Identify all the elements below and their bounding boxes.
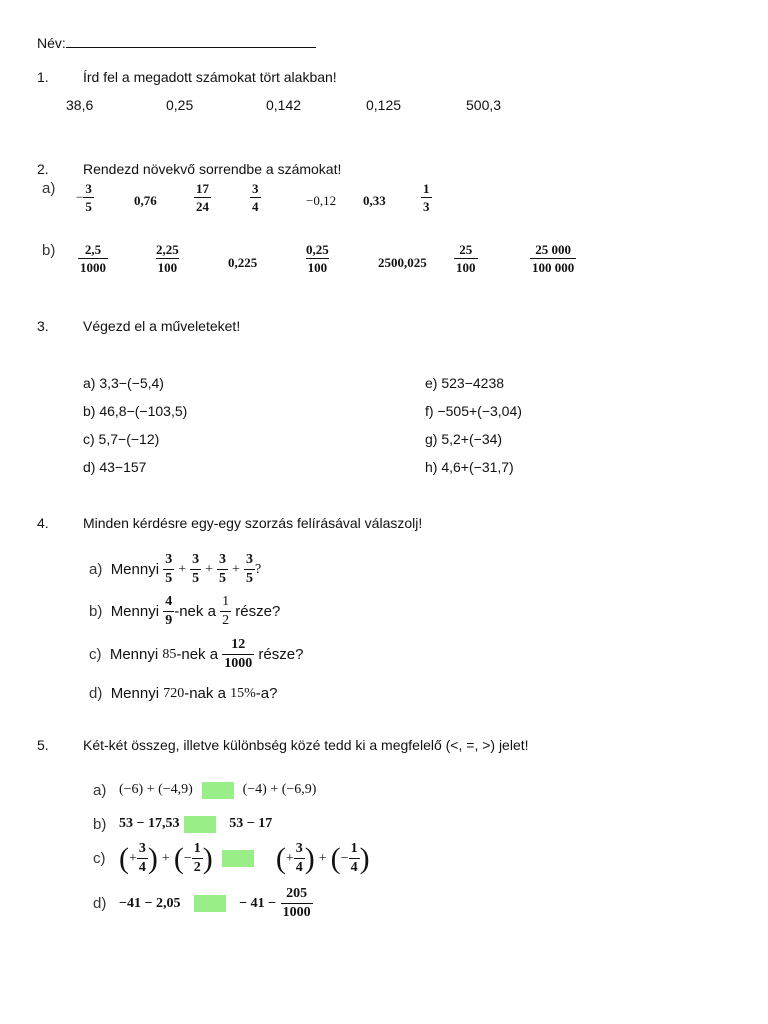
answer-box[interactable]: [222, 850, 254, 867]
q1-value: 0,125: [366, 97, 402, 113]
q2-a-frac1: − $\frac{3}{5}$: [76, 181, 92, 214]
q2-a-value: 0,33: [363, 193, 386, 208]
q4-b-label: b): [89, 603, 103, 620]
q3-task: g) 5,2+(−34): [425, 431, 503, 447]
q1-value: 0,25: [166, 97, 194, 113]
q4-number: 4.: [37, 515, 49, 531]
q1-text: Írd fel a megadott számokat tört alakban!: [83, 69, 337, 85]
q3-number: 3.: [37, 318, 49, 334]
q5-d: d) −41 − 2,05 − 41 − $\frac{205}{1000}$: [93, 886, 311, 920]
q4-mennyi: Mennyi: [110, 603, 160, 620]
q2-b-value: 2500,025: [378, 255, 427, 270]
q2-a-value: 0,76: [134, 193, 157, 208]
q3-task: b) 46,8−(−103,5): [83, 403, 188, 419]
q4-text: Minden kérdésre egy-egy szorzás felírásával válaszolj!: [83, 515, 423, 531]
q4-mennyi: Mennyi: [110, 685, 160, 702]
q2-a-frac4: $\frac{3}{4}$: [252, 181, 259, 214]
q2-b-value: 0,225: [228, 255, 258, 270]
q3-task: h) 4,6+(−31,7): [425, 459, 514, 475]
q4-b: b) Mennyi $\frac{4}{9}$ -nek a $\frac{1}{2}$ része?: [89, 594, 281, 628]
answer-box[interactable]: [184, 816, 216, 833]
q3-task: c) 5,7−(−12): [83, 431, 160, 447]
q4-d-label: d): [89, 685, 103, 702]
q5-number: 5.: [37, 737, 49, 753]
q4-mennyi: Mennyi: [110, 561, 160, 578]
q2-b-frac7: $\frac{25 000}{100 000}$: [532, 242, 575, 275]
q5-b-label: b): [93, 815, 107, 833]
q2-a-frac7: $\frac{1}{3}$: [423, 181, 430, 214]
q2-a-frac3: $\frac{17}{24}$: [196, 181, 209, 214]
q4-a-label: a): [89, 561, 103, 578]
q4-d: d) Mennyi 720 -nak a 15% -a?: [89, 685, 278, 702]
q3-task: a) 3,3−(−5,4): [83, 375, 164, 391]
q2-b-frac1: $\frac{2,5}{1000}$: [80, 242, 106, 275]
q5-d-label: d): [93, 895, 107, 912]
q2-b-frac2: $\frac{2,25}{100}$: [156, 242, 179, 275]
q4-a: a) Mennyi $\frac{3}{5}$ + $\frac{3}{5}$ + $\frac{3}{5}$ + $\frac{3}{5}$ ?: [89, 552, 262, 586]
q3-task: d) 43−157: [83, 459, 147, 475]
q2-text: Rendezd növekvő sorrendbe a számokat!: [83, 161, 342, 177]
name-underline: [66, 34, 316, 48]
q3-task: e) 523−4238: [425, 375, 505, 391]
q5-a: a) (−6) + (−4,9) (−4) + (−6,9): [93, 781, 317, 799]
q2-b-frac6: $\frac{25}{100}$: [456, 242, 476, 275]
q4-c-label: c): [89, 646, 102, 663]
q5-c-label: c): [93, 850, 106, 867]
q2-a-value: −0,12: [306, 193, 337, 208]
name-label: Név:: [37, 35, 66, 51]
q3-task: f) −505+(−3,04): [425, 403, 522, 419]
q2-b-label: b): [42, 242, 56, 259]
q1-value: 38,6: [66, 97, 94, 113]
q3-text: Végezd el a műveleteket!: [83, 318, 241, 334]
name-field[interactable]: [37, 34, 316, 51]
q2-b-frac4: $\frac{0,25}{100}$: [306, 242, 329, 275]
q5-c: c) ( + $\frac{3}{4}$ ) + ( − $\frac{1}{2}$ ) ( + $\frac{3}{4}$ ) + ( − $\frac{1}{4}$ ): [93, 841, 370, 875]
q5-a-label: a): [93, 781, 107, 799]
q1-value: 0,142: [266, 97, 302, 113]
q5-text: Két-két összeg, illetve különbség közé tedd ki a megfelelő (<, =, >) jelet!: [83, 737, 529, 753]
q1-number: 1.: [37, 69, 49, 85]
q2-a-label: a): [42, 180, 56, 197]
answer-box[interactable]: [194, 895, 226, 912]
q5-b: b) 53 − 17,53 53 − 17: [93, 815, 273, 833]
q1-value: 500,3: [466, 97, 502, 113]
q2-number: 2.: [37, 161, 49, 177]
q4-c: c) Mennyi 85 -nek a $\frac{12}{1000}$ része?: [89, 637, 304, 671]
q4-mennyi: Mennyi: [109, 646, 159, 663]
answer-box[interactable]: [202, 782, 234, 799]
